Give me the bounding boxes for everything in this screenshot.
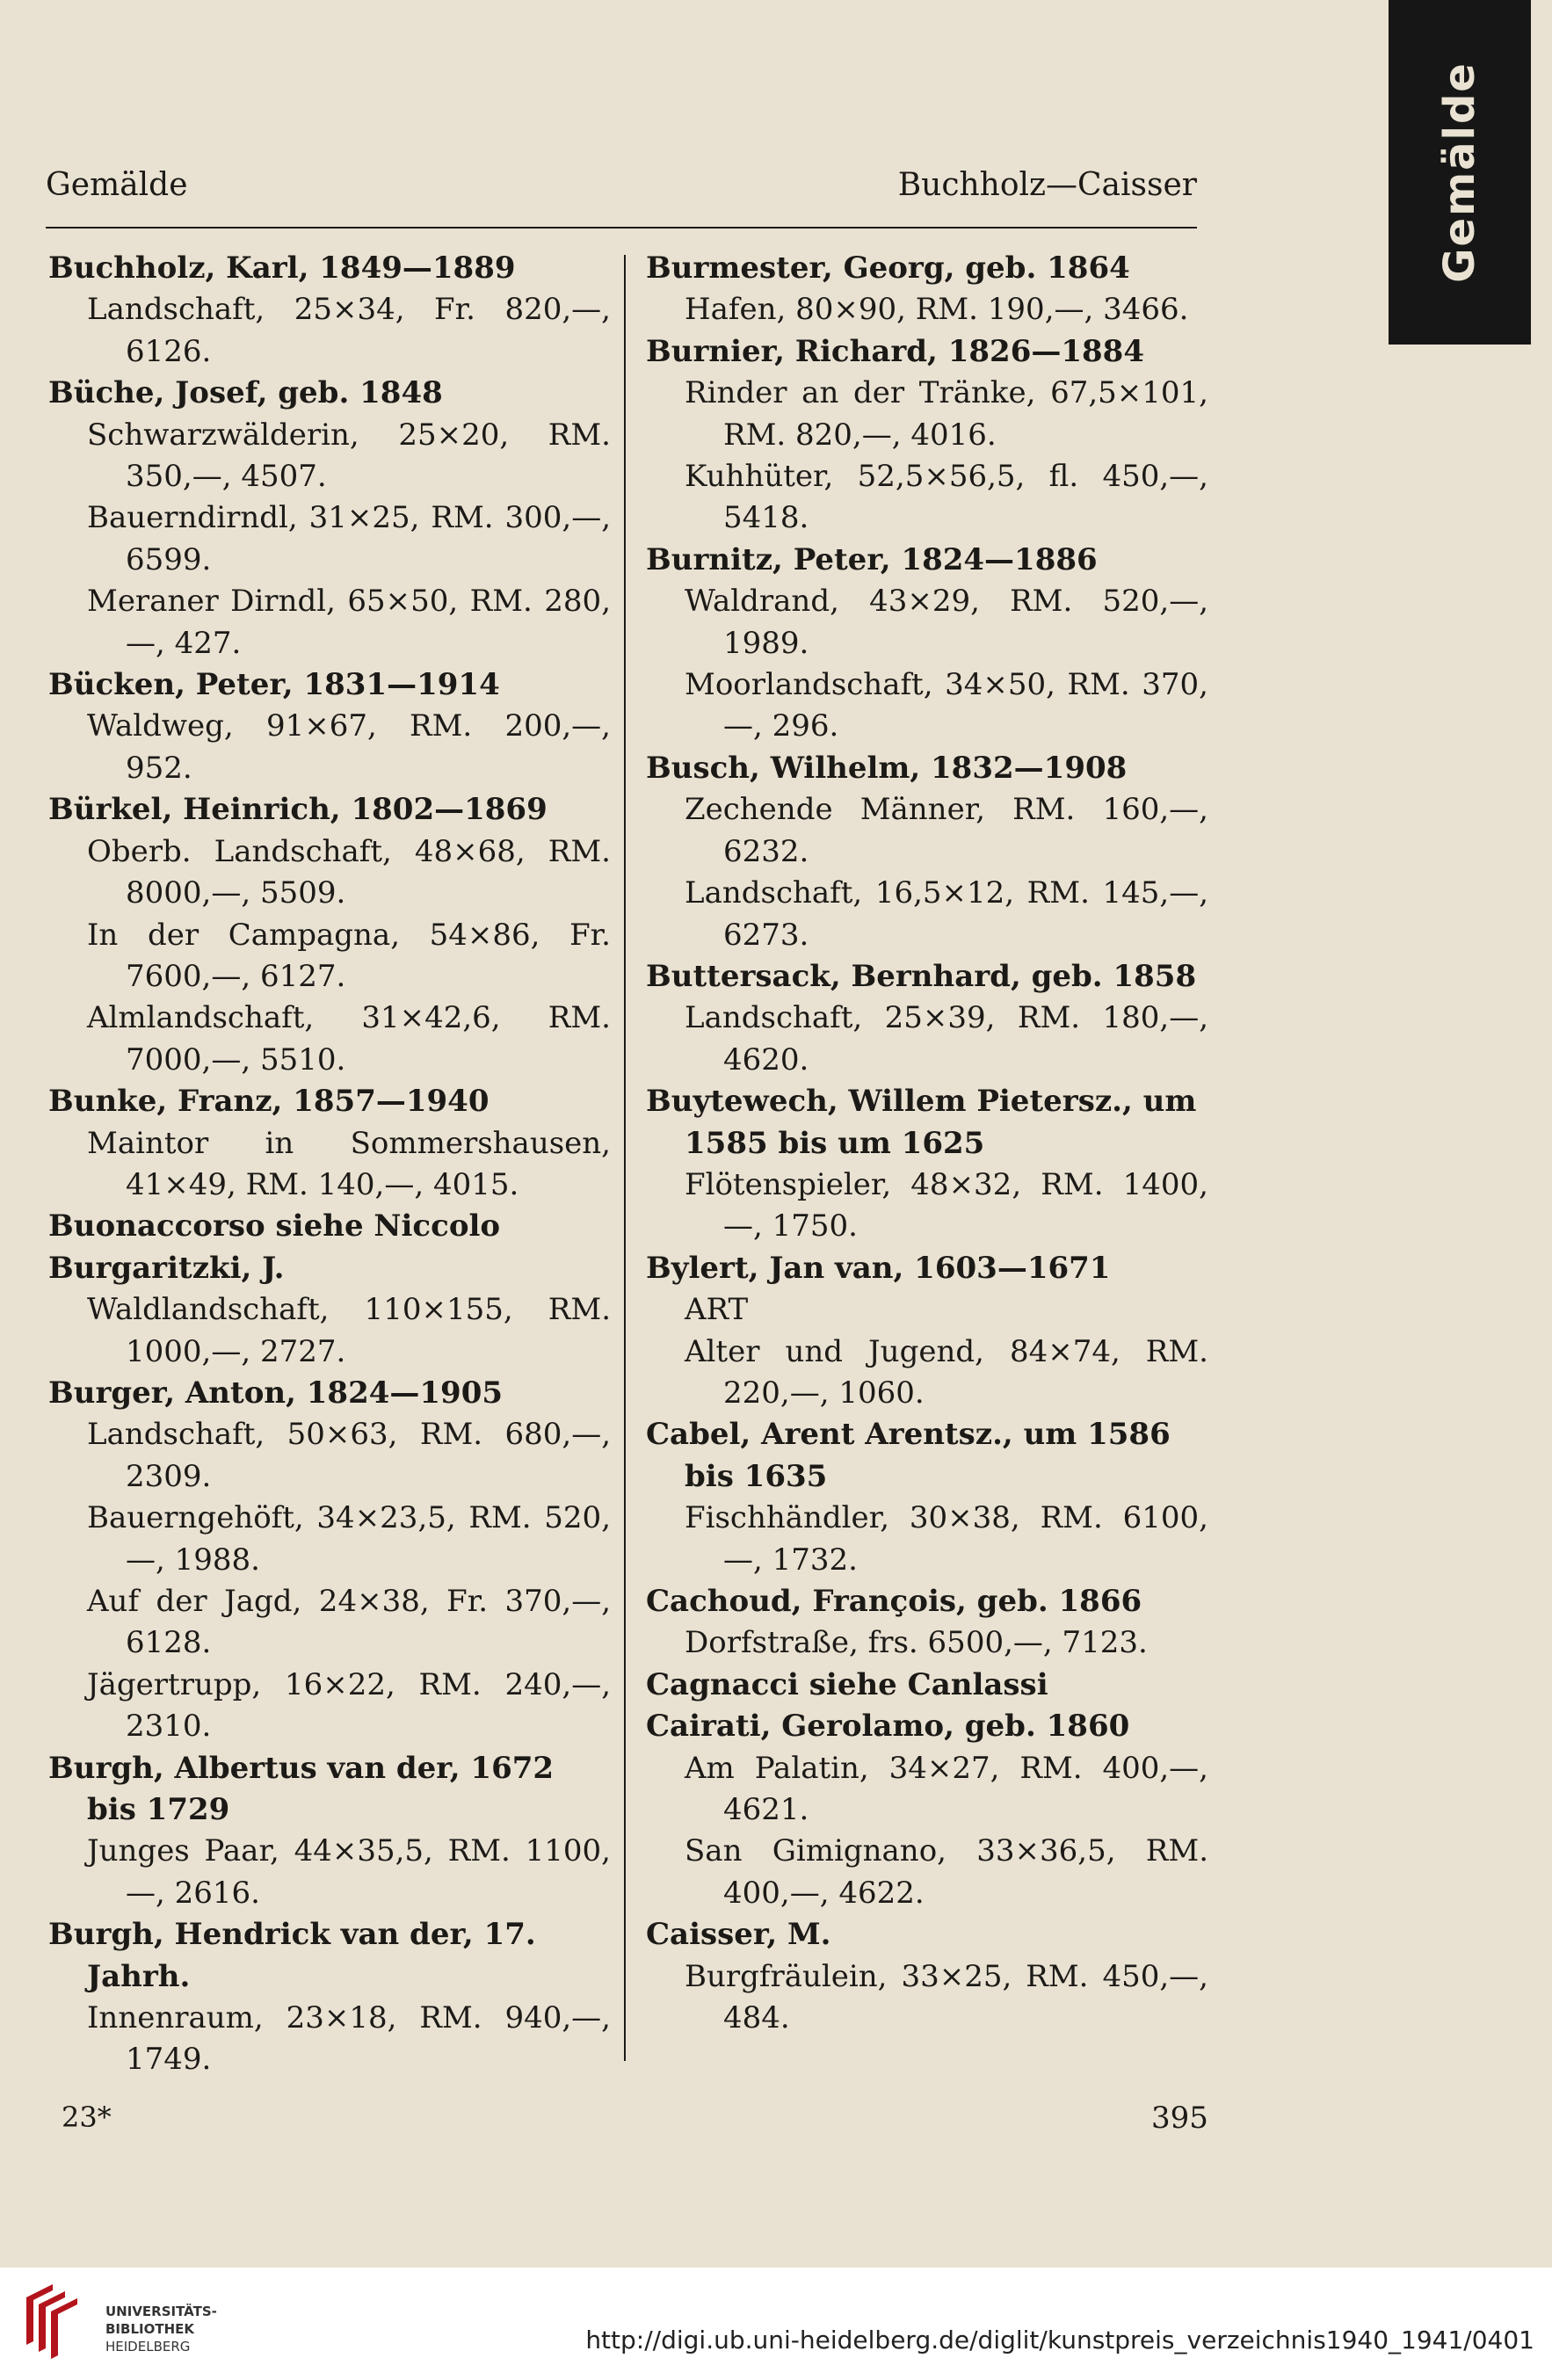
index-entry [48,1248,611,1373]
artist-heading: Burgh, Hendrick van der, 17. Jahrh. [48,1917,536,1994]
index-entry [48,789,611,1081]
artist-heading: Bürkel, Heinrich, 1802—1869 [48,792,548,828]
artwork-entry: Schwarzwälderin, 25×20, RM. 350,—, 4507. [87,417,611,495]
index-entry [48,1748,611,1915]
running-head-section: Gemälde [46,167,188,203]
artwork-entry: Am Palatin, 34×27, RM. 400,—, 4621. [685,1750,1208,1828]
index-entry [646,331,1208,540]
artwork-entry: Zechende Männer, RM. 160,—, 6232. [685,792,1208,869]
artist-heading: Bunke, Franz, 1857—1940 [48,1084,490,1120]
index-entry [646,1706,1208,1914]
right-column [646,248,1208,2039]
thumb-index-label: Gemälde [1435,62,1485,283]
page-number: 395 [1151,2101,1208,2136]
index-entry [48,664,611,789]
index-entry [646,748,1208,956]
artwork-entry: Meraner Dirndl, 65×50, RM. 280,—, 427. [87,584,611,661]
artwork-entry: Rinder an der Tränke, 67,5×101, RM. 820,—, 4016. [685,375,1208,453]
artist-heading: Buttersack, Bernhard, geb. 1858 [646,958,1197,994]
artwork-entry: Landschaft, 16,5×12, RM. 145,—, 6273. [685,875,1208,953]
artwork-entry: Landschaft, 25×34, Fr. 820,—, 6126. [87,292,611,369]
artist-heading: Burnier, Richard, 1826—1884 [646,333,1144,369]
index-entry [48,1373,611,1748]
artist-heading: Cairati, Gerolamo, geb. 1860 [646,1709,1130,1745]
artwork-entry: Burgfräulein, 33×25, RM. 450,—, 484. [685,1958,1208,2036]
artwork-entry: Innenraum, 23×18, RM. 940,—, 1749. [87,2000,611,2078]
artwork-entry: Oberb. Landschaft, 48×68, RM. 8000,—, 5509. [87,833,611,911]
artwork-entry: Moorlandschaft, 34×50, RM. 370,—, 296. [685,667,1208,744]
artist-heading: Buonaccorso siehe Niccolo [48,1208,501,1244]
artwork-entry: Jägertrupp, 16×22, RM. 240,—, 2310. [87,1666,611,1745]
library-line-2: BIBLIOTHEK [105,2321,194,2337]
artwork-entry: Waldlandschaft, 110×155, RM. 1000,—, 2727. [87,1292,611,1369]
artist-heading: Büche, Josef, geb. 1848 [48,375,443,411]
header-rule [46,227,1197,229]
artist-heading: Burgh, Albertus van der, 1672 bis 1729 [48,1750,555,1828]
index-entry [646,1581,1208,1665]
artist-heading: Caisser, M. [646,1917,831,1953]
artwork-entry: Alter und Jugend, 84×74, RM. 220,—, 1060. [685,1333,1208,1411]
index-entry [646,1248,1208,1415]
artist-heading: Cabel, Arent Arentsz., um 1586 bis 1635 [646,1417,1171,1494]
index-entry [646,248,1208,331]
index-entry [646,540,1208,748]
artist-heading: Burmester, Georg, geb. 1864 [646,250,1130,286]
artwork-entry: Maintor in Sommershausen, 41×49, RM. 140,—, 4015. [87,1125,611,1202]
library-logo[interactable] [18,2276,220,2371]
artwork-entry: Fischhändler, 30×38, RM. 6100,—, 1732. [685,1500,1208,1578]
library-logo-icon [18,2280,88,2368]
artwork-entry: Landschaft, 50×63, RM. 680,—, 2309. [87,1417,611,1494]
artwork-entry: In der Campagna, 54×86, Fr. 7600,—, 6127. [87,917,611,994]
artwork-entry: Landschaft, 25×39, RM. 180,—, 4620. [685,1000,1208,1078]
library-line-1: UNIVERSITÄTS- [105,2304,217,2319]
artwork-entry: Almlandschaft, 31×42,6, RM. 7000,—, 5510. [87,1000,611,1078]
index-entry [48,248,611,373]
digitization-footer [0,2268,1552,2380]
artist-heading: Buytewech, Willem Pietersz., um 1585 bis um 1625 [646,1084,1197,1161]
index-entry [646,1081,1208,1248]
index-entry [646,1665,1208,1706]
artwork-entry: San Gimignano, 33×36,5, RM. 400,—, 4622. [685,1833,1208,1911]
index-entry [48,1206,611,1247]
artwork-entry: Kuhhüter, 52,5×56,5, fl. 450,—, 5418. [685,459,1208,536]
index-entry [646,1414,1208,1581]
artist-heading: Burnitz, Peter, 1824—1886 [646,541,1098,577]
running-head [46,167,1197,220]
source-url[interactable]: http://digi.ub.uni-heidelberg.de/diglit/kunstpreis_verzeichnis1940_1941/0401 [585,2326,1534,2355]
column-divider [624,255,626,2061]
library-line-3: HEIDELBERG [105,2339,191,2355]
running-head-range: Buchholz—Caisser [897,167,1197,203]
artwork-entry: Waldrand, 43×29, RM. 520,—, 1989. [685,584,1208,661]
artwork-entry: Dorfstraße, frs. 6500,—, 7123. [685,1625,1148,1661]
artwork-entry: Auf der Jagd, 24×38, Fr. 370,—, 6128. [87,1584,611,1661]
artwork-entry: Junges Paar, 44×35,5, RM. 1100,—, 2616. [87,1833,611,1911]
artwork-entry: Hafen, 80×90, RM. 190,—, 3466. [685,292,1189,328]
artwork-entry: Bauerndirndl, 31×25, RM. 300,—, 6599. [87,500,611,577]
index-entry [646,1914,1208,2039]
artist-heading: Cagnacci siehe Canlassi [646,1666,1048,1702]
library-name [105,2303,217,2355]
index-entry [48,1081,611,1206]
artist-heading: Bylert, Jan van, 1603—1671 [646,1250,1111,1286]
artwork-entry: Waldweg, 91×67, RM. 200,—, 952. [87,708,611,786]
artist-heading: Buchholz, Karl, 1849—1889 [48,250,516,286]
artist-heading: Burgaritzki, J. [48,1250,285,1286]
signature-mark: 23* [62,2101,112,2134]
artist-heading: Burger, Anton, 1824—1905 [48,1375,504,1411]
thumb-index-tab [1389,0,1531,345]
index-entry [646,956,1208,1081]
left-column [48,248,611,2081]
artist-heading: Bücken, Peter, 1831—1914 [48,667,500,703]
artist-heading: Busch, Wilhelm, 1832—1908 [646,750,1128,786]
index-entry [48,1914,611,2081]
artist-heading: Cachoud, François, geb. 1866 [646,1584,1142,1619]
index-entry [48,373,611,664]
artwork-entry: Flötenspieler, 48×32, RM. 1400,—, 1750. [685,1166,1208,1244]
artwork-entry: Bauerngehöft, 34×23,5, RM. 520,—, 1988. [87,1500,611,1578]
artwork-entry: ART [685,1292,749,1328]
